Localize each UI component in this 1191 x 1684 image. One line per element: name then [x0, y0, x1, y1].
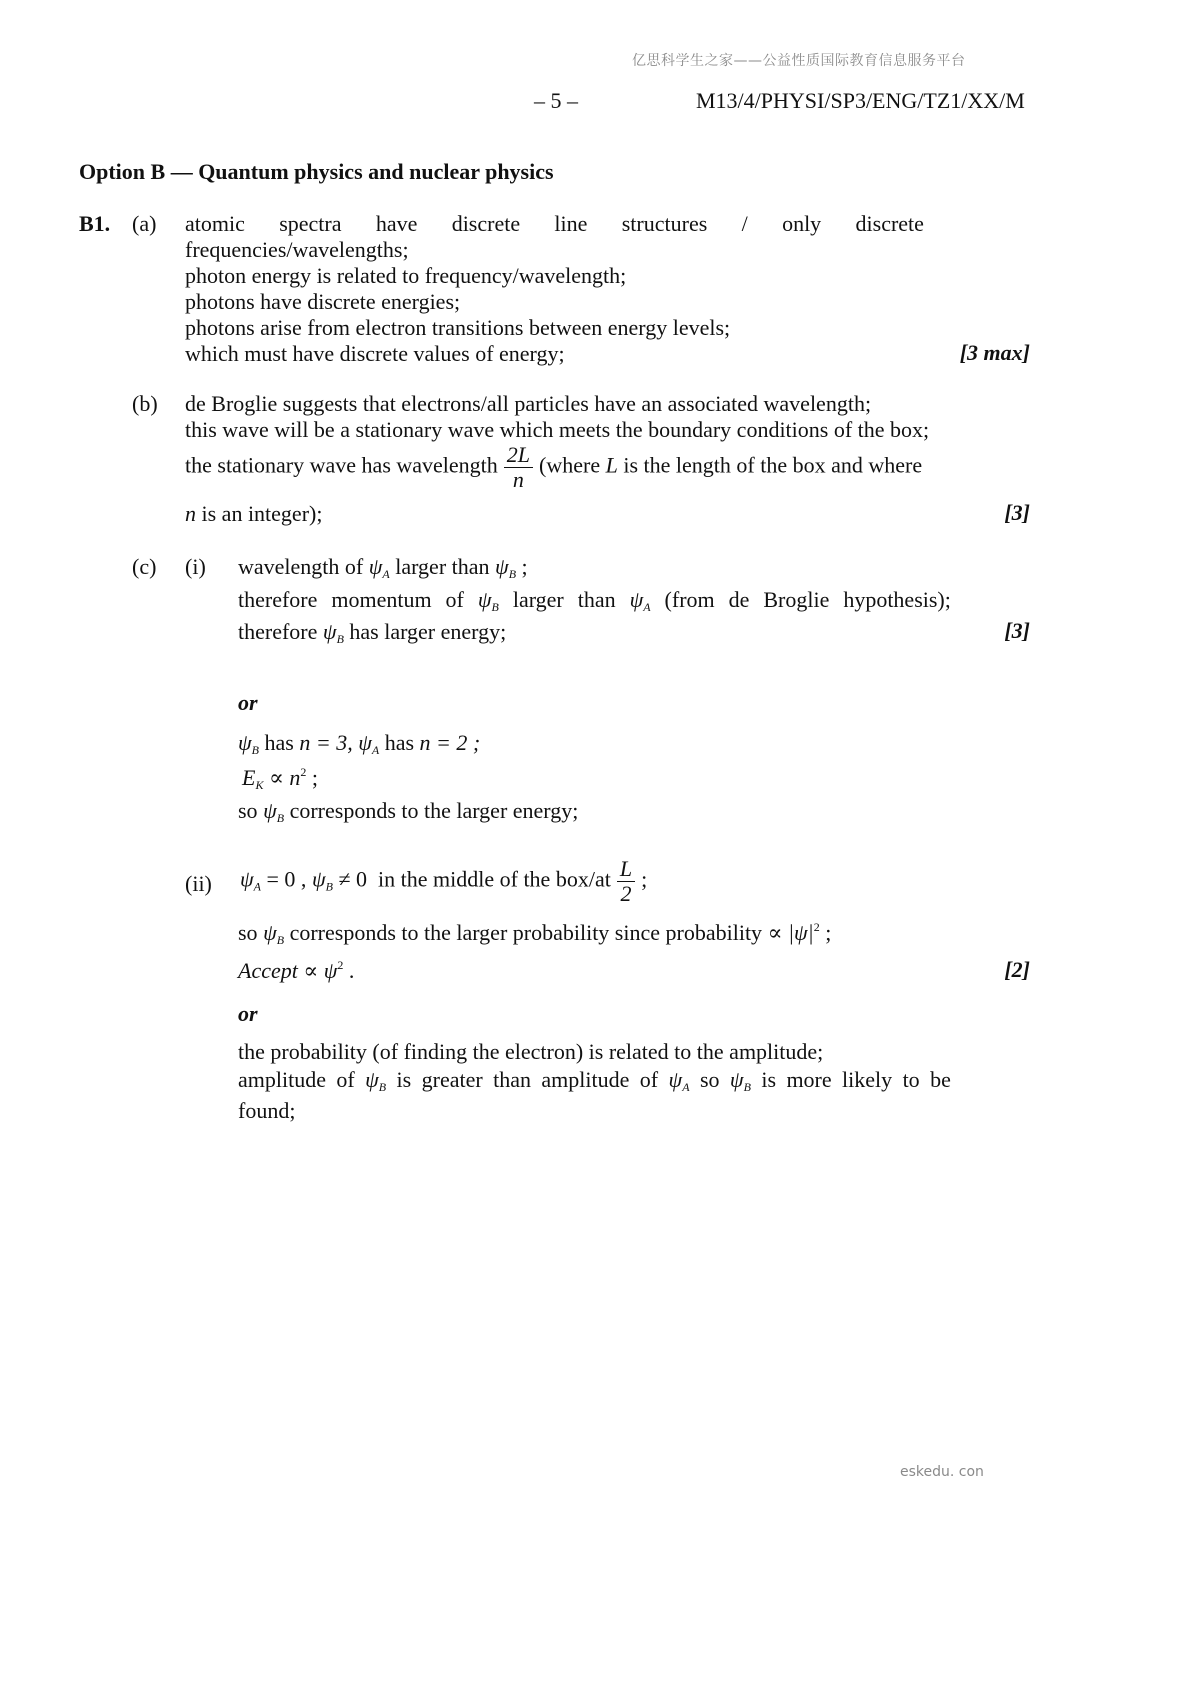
part-a-label: (a) [132, 211, 157, 236]
part-c-i-line-3: therefore $\psi_B$ has larger energy; [238, 619, 507, 646]
psi-b-symbol: $\psi_B$ [729, 1067, 751, 1094]
part-b-line-2: this wave will be a stationary wave which meets the boundary conditions of the box; [185, 417, 930, 442]
psi-b-symbol: $\psi_B$ [365, 1067, 387, 1094]
part-a-line-5: photons arise from electron transitions between energy levels; [185, 315, 731, 340]
part-a-line-6: which must have discrete values of energy; [185, 341, 565, 366]
part-b-label: (b) [132, 391, 158, 416]
page-number: – 5 – [534, 88, 578, 113]
part-c-i-or: or [238, 690, 258, 715]
part-c-ii-line-3: Accept ∝ $\psi^2$ . [238, 958, 355, 983]
part-c-ii-label: (ii) [185, 871, 212, 896]
part-c-ii-alt-1: the probability (of finding the electron) is related to the amplitude; [238, 1039, 824, 1064]
part-a-mark: [3 max] [959, 340, 1030, 365]
part-c-ii-alt-3: found; [238, 1098, 296, 1123]
part-c-ii-mark: [2] [1004, 957, 1030, 982]
psi-a-symbol: $\psi_A$ [629, 587, 651, 614]
part-c-i-line-2: therefore momentum of $\psi_B$ larger than $\psi_A$ (from de Broglie hypothesis); [238, 587, 951, 614]
part-a-line-3: photon energy is related to frequency/wavelength; [185, 263, 627, 288]
part-a-line-4: photons have discrete energies; [185, 289, 461, 314]
part-c-ii-line-1: $\psi_A = 0$ , $\psi_B \ne 0$ in the middle of the box/at $\frac{L}{2}$ ; [240, 856, 648, 906]
site-watermark-bottom: eskedu. con [900, 1464, 984, 1480]
part-c-ii-alt-2: amplitude of $\psi_B$ is greater than amplitude of $\psi_A$ so $\psi_B$ is more likely to be [238, 1067, 951, 1094]
site-watermark-top: 亿思科学生之家——公益性质国际教育信息服务平台 [632, 53, 966, 69]
fraction-2l-over-n: $\frac{2L}{n}$ [504, 443, 533, 492]
part-c-ii-line-2: so $\psi_B$ corresponds to the larger probability since probability ∝ $|\psi|^2$ ; [238, 920, 832, 947]
part-b-line-1: de Broglie suggests that electrons/all particles have an associated wavelength; [185, 391, 872, 416]
part-a-line-1: atomic spectra have discrete line structures / only discrete [185, 211, 924, 236]
paper-code: M13/4/PHYSI/SP3/ENG/TZ1/XX/M [696, 88, 1025, 113]
part-c-i-mark: [3] [1004, 618, 1030, 643]
part-c-label: (c) [132, 554, 157, 579]
part-a-line-2: frequencies/wavelengths; [185, 237, 409, 262]
part-b-mark: [3] [1004, 500, 1030, 525]
part-c-ii-or: or [238, 1001, 258, 1026]
part-c-i-label: (i) [185, 554, 206, 579]
part-c-i-alt-1: $\psi_B$ has n = 3, $\psi_A$ has n = 2 ; [238, 730, 481, 757]
psi-b-symbol: $\psi_B$ [477, 587, 499, 614]
part-c-i-line-1: wavelength of $\psi_A$ larger than $\psi_B$ ; [238, 554, 528, 581]
question-number: B1. [79, 211, 111, 236]
part-b-line-4: n is an integer); [185, 501, 323, 526]
part-c-i-alt-2: $E_K \propto n^2$ ; [242, 765, 318, 792]
option-title: Option B — Quantum physics and nuclear physics [79, 159, 554, 184]
part-b-line-3: the stationary wave has wavelength $\frac{2L}{n}$ (where L is the length of the box and where [185, 442, 923, 492]
part-c-i-alt-3: so $\psi_B$ corresponds to the larger energy; [238, 798, 579, 825]
psi-a-symbol: $\psi_A$ [668, 1067, 690, 1094]
fraction-l-over-2: $\frac{L}{2}$ [617, 857, 635, 906]
